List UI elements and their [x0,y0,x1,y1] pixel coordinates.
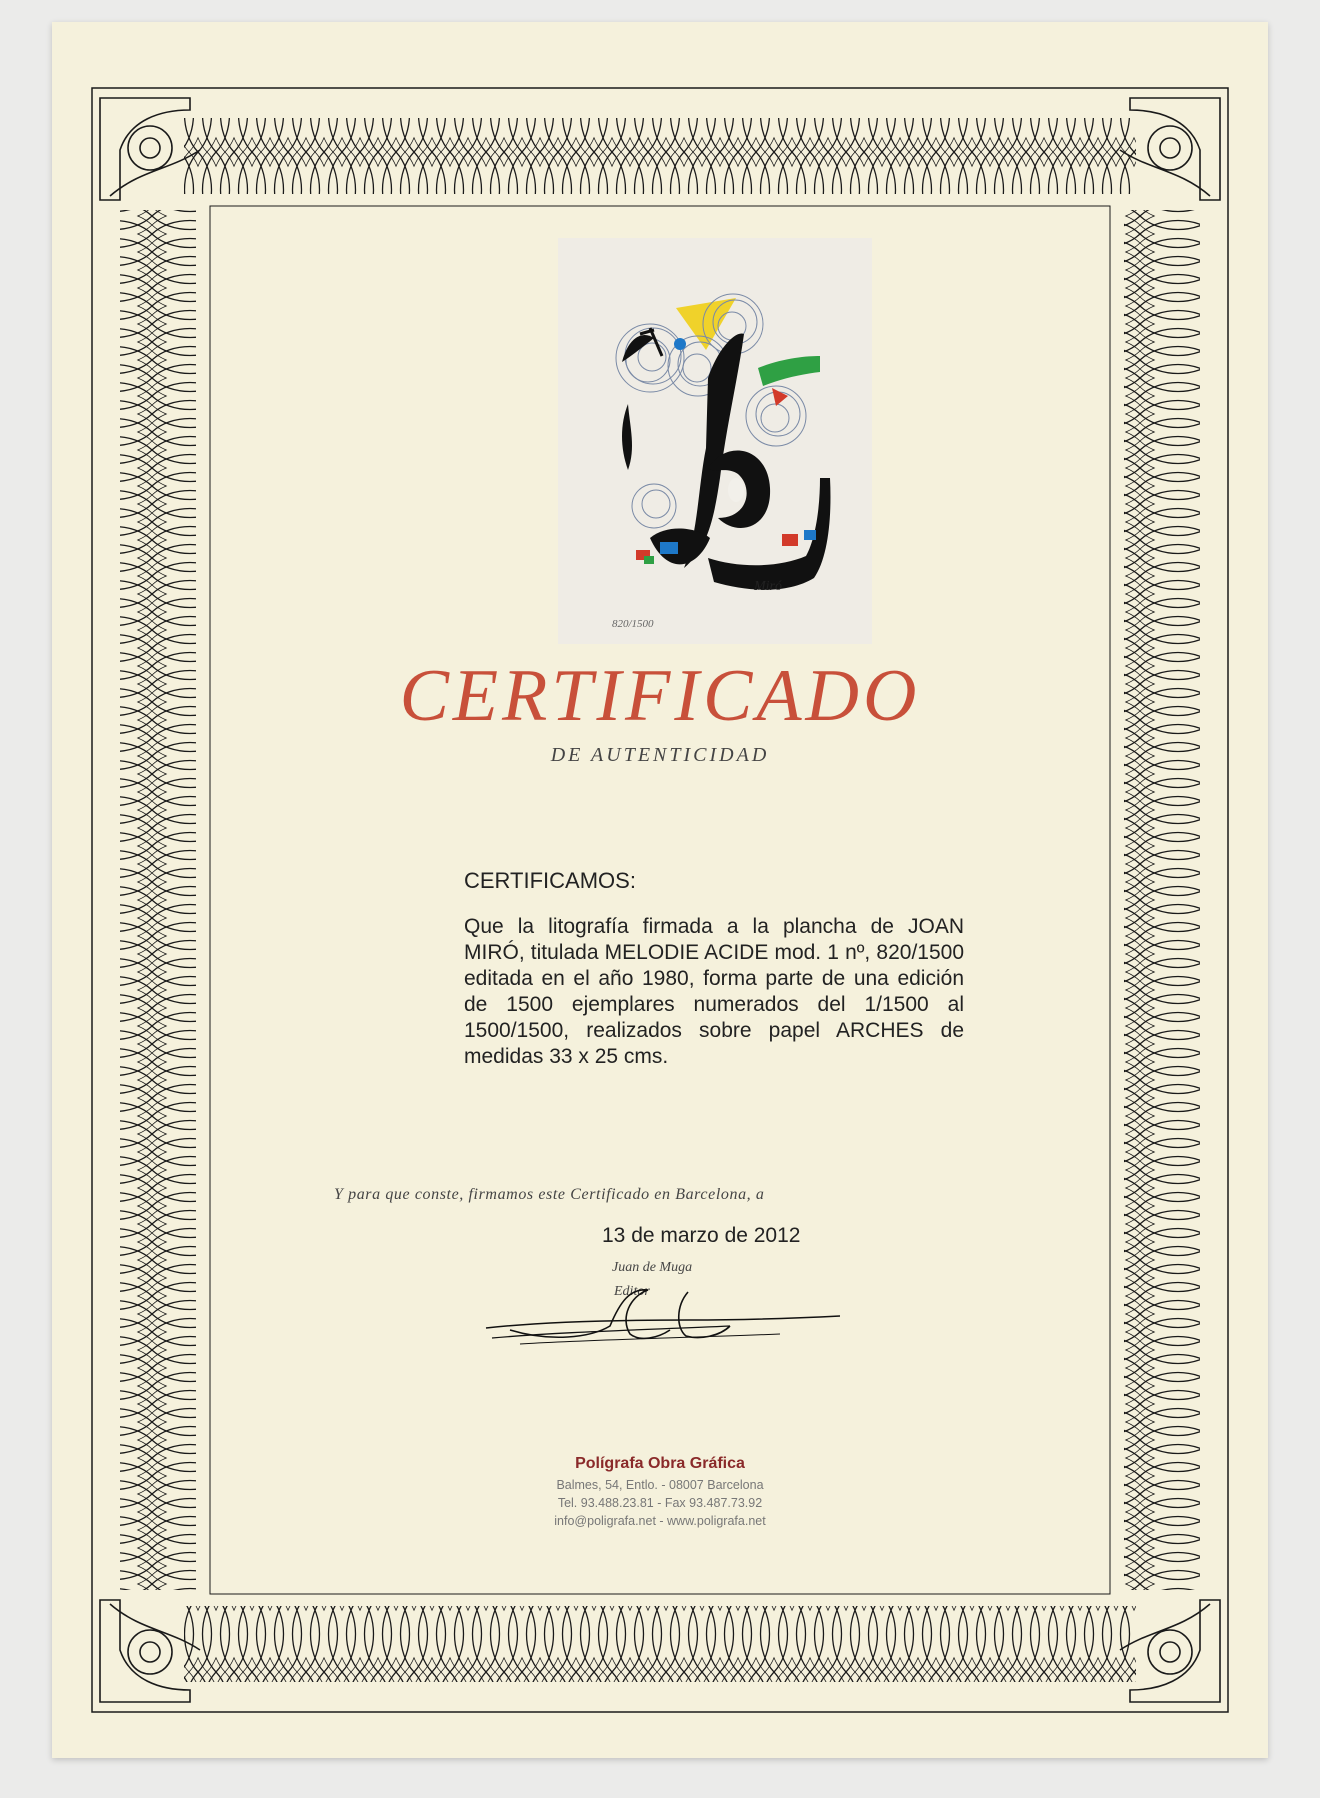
border-right-band [1124,210,1200,1590]
certify-heading: CERTIFICAMOS: [464,868,636,893]
border-left-band [120,210,196,1590]
handwritten-signature [480,1282,850,1352]
publisher-web: info@poligrafa.net - www.poligrafa.net [554,1514,766,1528]
publisher-name: Polígrafa Obra Gráfica [575,1455,745,1472]
border-top-band [184,118,1136,194]
publisher-phone: Tel. 93.488.23.81 - Fax 93.487.73.92 [557,1496,763,1510]
signer-name: Juan de Muga [612,1260,693,1275]
miro-artwork [558,238,872,644]
artist-signature: Miró [754,579,782,594]
certificate-date: 13 de marzo de 2012 [602,1224,801,1247]
closing-statement: Y para que conste, firmamos este Certificado en Barcelona, a [334,1186,765,1203]
certificate-title: CERTIFICADO [399,655,921,737]
publisher-address: Balmes, 54, Entlo. - 08007 Barcelona [556,1478,764,1492]
certificate-subtitle: DE AUTENTICIDAD [550,744,770,766]
publisher-footer [0,1452,1320,1530]
edition-number: 820/1500 [612,618,654,630]
lithograph-image [558,238,872,644]
border-bottom-band [184,1606,1136,1682]
certificate-body: Que la litografía firmada a la plancha de JOAN MIRÓ, titulada MELODIE ACIDE mod. 1 nº, 820/1500 editada en el año 1980, forma parte de una edición de 1500 ejemplares numerados del 1/1500 al 1500/1500, realizados sobre papel ARCHES de medidas 33 x 25 cms. [464,915,964,1068]
signer-role: Editor [614,1284,650,1299]
